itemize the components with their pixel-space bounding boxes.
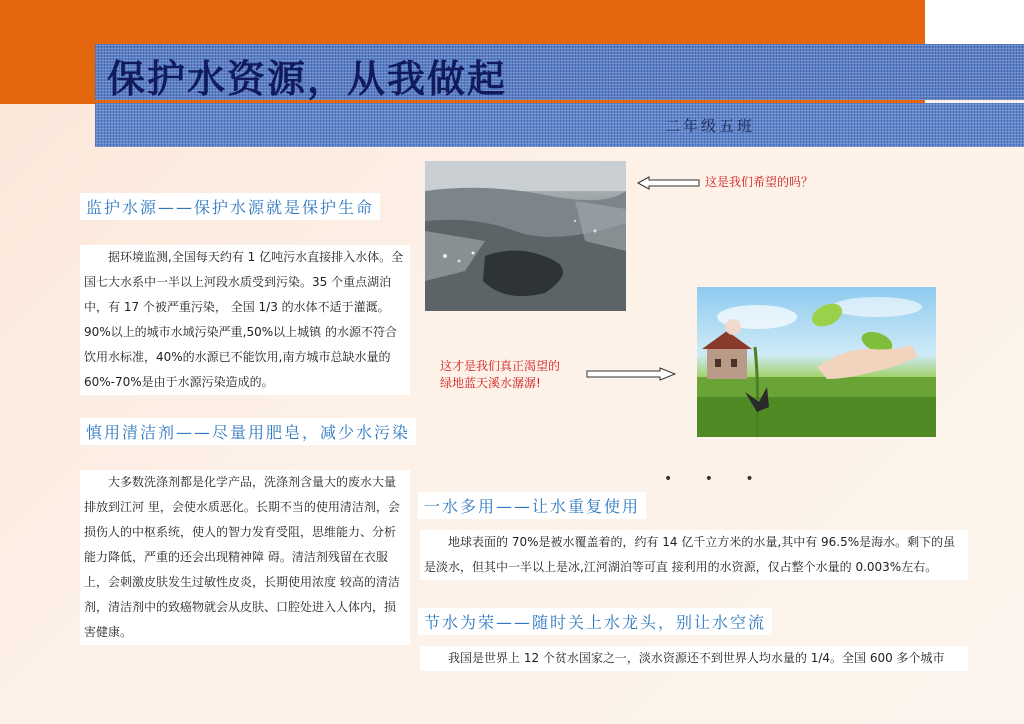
section-body-save-water: 我国是世界上 12 个贫水国家之一，淡水资源还不到世界人均水量的 1/4。全国 600 多个城市 [420, 646, 968, 671]
subtitle-bar [95, 103, 1024, 147]
polluted-river-illustration [425, 161, 626, 311]
green-nature-illustration [697, 287, 936, 437]
class-name: 二年级五班 [665, 117, 756, 135]
section-body-detergent: 大多数洗涤剂都是化学产品，洗涤剂含量大的废水大量排放到江河 里，会使水质恶化。长期不当的使用清洁剂，会损伤人的中枢系统，使人的智力发育受阻，思维能力、分析能力降低，严重的还会出现精神障 碍。清洁剂残留在衣服上，会刺激皮肤发生过敏性皮炎，长期使用浓度 较高的清洁剂，清洁剂中的致癌物就会从皮肤、口腔处进入人体内，损害健康。 [80, 470, 410, 645]
green-nature-photo [697, 287, 936, 437]
caption-polluted: 这是我们希望的吗？ [705, 175, 814, 189]
caption-clean-line2: 绿地蓝天溪水潺潺! [440, 376, 541, 390]
caption-clean-line1: 这才是我们真正渴望的 [440, 359, 561, 373]
header-corner [925, 0, 1024, 44]
polluted-river-photo [425, 161, 626, 311]
section-body-reuse-water: 地球表面的 70%是被水覆盖着的，约有 14 亿千立方米的水量,其中有 96.5%是海水。剩下的虽是淡水，但其中一半以上是冰,江河湖泊等可直 接利用的水资源，仅占整个水量的 0.003%左右。 [420, 530, 968, 580]
section-body-protect-source: 据环境监测,全国每天约有 1 亿吨污水直接排入水体。全国七大水系中一半以上河段水质受到污染。35 个重点湖泊中，有 17 个被严重污染， 全国 1/3 的水体不适于灌溉。90%以上的城市水域污染严重,50%以上城镇 的水源不符合饮用水标准，40%的水源已不能饮用,南方城市总缺水量的60%-70%是由于水源污染造成的。 [80, 245, 410, 395]
decorative-dots: • • • [664, 471, 768, 487]
arrow-left-icon [637, 176, 700, 190]
title-bar [95, 44, 1024, 100]
section-heading-reuse-water: 一水多用——让水重复使用 [418, 492, 646, 519]
page-title: 保护水资源，从我做起 [107, 57, 508, 101]
section-heading-save-water: 节水为荣——随时关上水龙头，别让水空流 [418, 608, 772, 635]
section-heading-detergent: 慎用清洁剂——尽量用肥皂，减少水污染 [80, 418, 416, 445]
section-heading-protect-source: 监护水源——保护水源就是保护生命 [80, 193, 380, 220]
arrow-right-icon [586, 367, 676, 381]
